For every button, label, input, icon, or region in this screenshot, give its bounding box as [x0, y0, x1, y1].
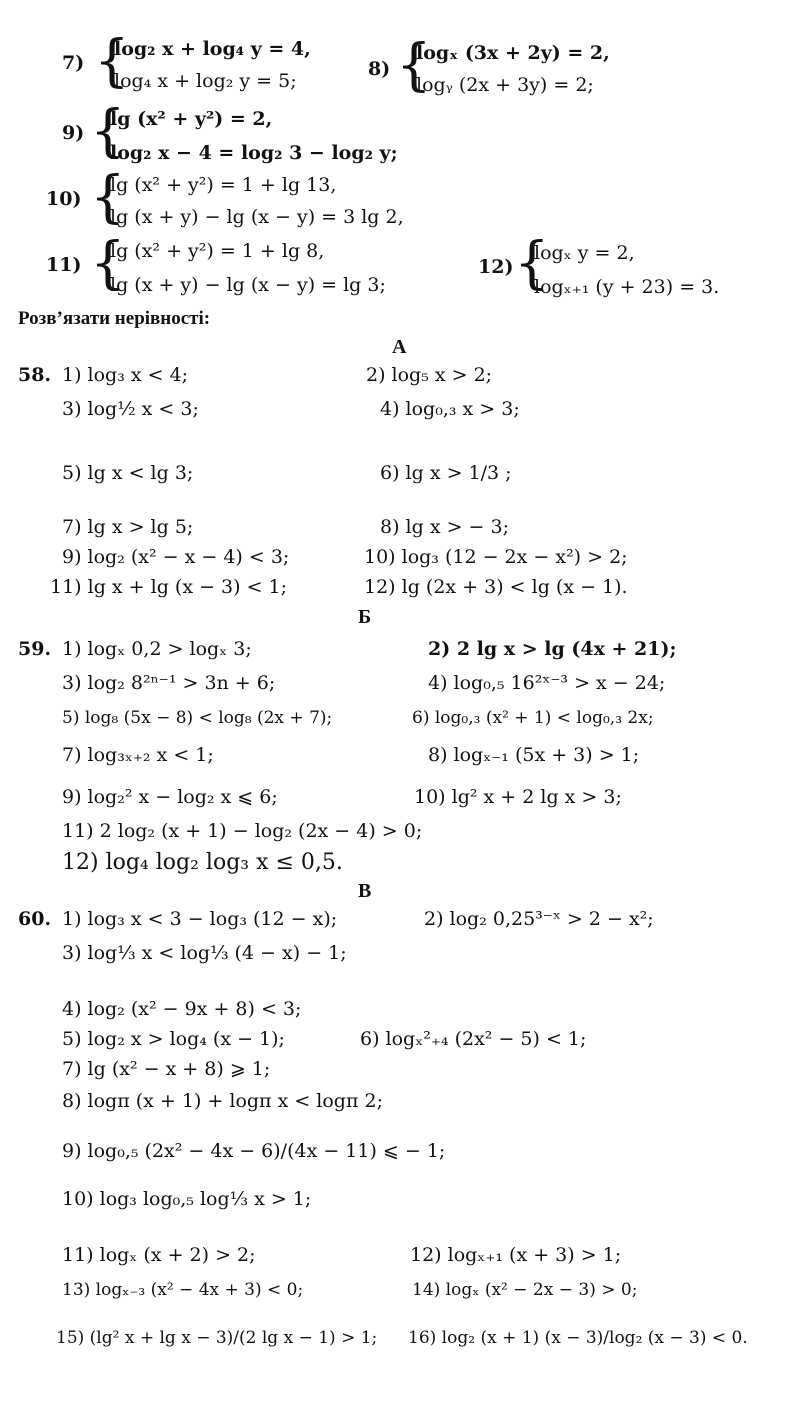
- system-7-brace: {: [94, 29, 130, 94]
- problem-60-item-13: 13) logₓ₋₃ (x² − 4x + 3) < 0;: [62, 1280, 304, 1300]
- system-9-number: 9): [62, 122, 85, 144]
- system-9-line-2: log₂ x − 4 = log₂ 3 − log₂ y;: [110, 142, 398, 164]
- system-10-line-2: lg (x + y) − lg (x − y) = 3 lg 2,: [110, 206, 404, 228]
- problem-60-item-2: 2) log₂ 0,25³⁻ˣ > 2 − x²;: [424, 908, 654, 930]
- problem-60-item-4: 4) log₂ (x² − 9x + 8) < 3;: [62, 998, 302, 1020]
- system-9-line-1: lg (x² + y²) = 2,: [110, 108, 273, 130]
- problem-58-item-5: 5) lg x < lg 3;: [62, 462, 194, 484]
- problem-59-item-10: 10) lg² x + 2 lg x > 3;: [414, 786, 622, 808]
- system-11-line-2: lg (x + y) − lg (x − y) = lg 3;: [110, 274, 386, 296]
- system-7-number: 7): [62, 52, 85, 74]
- problem-58-item-11: 11) lg x + lg (x − 3) < 1;: [50, 576, 288, 598]
- problem-60-item-15: 15) (lg² x + lg x − 3)/(2 lg x − 1) > 1;: [56, 1328, 378, 1348]
- problem-60-item-6: 6) logₓ²₊₄ (2x² − 5) < 1;: [360, 1028, 587, 1050]
- problem-58-item-2: 2) log₅ x > 2;: [366, 364, 493, 386]
- problem-58-item-7: 7) lg x > lg 5;: [62, 516, 194, 538]
- system-7-line-1: log₂ x + log₄ y = 4,: [114, 38, 311, 60]
- section-b-label: Б: [358, 606, 372, 628]
- problem-60-item-12: 12) logₓ₊₁ (x + 3) > 1;: [410, 1244, 622, 1266]
- problem-60-item-7: 7) lg (x² − x + 8) ⩾ 1;: [62, 1058, 271, 1080]
- problem-59-item-9: 9) log₂² x − log₂ x ⩽ 6;: [62, 786, 278, 808]
- problem-58-item-9: 9) log₂ (x² − x − 4) < 3;: [62, 546, 290, 568]
- problem-60-item-16: 16) log₂ (x + 1) (x − 3)/log₂ (x − 3) < 0.: [408, 1328, 748, 1348]
- problem-58-item-10: 10) log₃ (12 − 2x − x²) > 2;: [364, 546, 628, 568]
- system-8-line-1: logₓ (3x + 2y) = 2,: [416, 42, 610, 64]
- problem-59-item-1: 1) logₓ 0,2 > logₓ 3;: [62, 638, 252, 660]
- system-12-brace: {: [514, 231, 550, 296]
- problem-59-item-8: 8) logₓ₋₁ (5x + 3) > 1;: [428, 744, 640, 766]
- problem-59-item-4: 4) log₀,₅ 16²ˣ⁻³ > x − 24;: [428, 672, 666, 694]
- system-12-line-1: logₓ y = 2,: [534, 242, 635, 264]
- problem-58-item-6: 6) lg x > 1/3 ;: [380, 462, 512, 484]
- problem-59-item-2: 2) 2 lg x > lg (4x + 21);: [428, 638, 677, 660]
- problem-60-item-5: 5) log₂ x > log₄ (x − 1);: [62, 1028, 285, 1050]
- problem-58-item-3: 3) log½ x < 3;: [62, 398, 199, 420]
- problem-60-item-14: 14) logₓ (x² − 2x − 3) > 0;: [412, 1280, 638, 1300]
- problem-59-item-12: 12) log₄ log₂ log₃ x ≤ 0,5.: [62, 850, 343, 875]
- system-10-number: 10): [46, 188, 82, 210]
- problem-58-item-4: 4) log₀,₃ x > 3;: [380, 398, 520, 420]
- problem-58-item-8: 8) lg x > − 3;: [380, 516, 509, 538]
- problem-59-number: 59.: [18, 638, 52, 660]
- problem-58-item-12: 12) lg (2x + 3) < lg (x − 1).: [364, 576, 628, 598]
- problem-60-item-8: 8) logπ (x + 1) + logπ x < logπ 2;: [62, 1090, 383, 1112]
- system-12-number: 12): [478, 256, 514, 278]
- problem-60-item-3: 3) log⅓ x < log⅓ (4 − x) − 1;: [62, 942, 347, 964]
- system-11-number: 11): [46, 254, 82, 276]
- problem-59-item-3: 3) log₂ 8²ⁿ⁻¹ > 3n + 6;: [62, 672, 276, 694]
- system-11-line-1: lg (x² + y²) = 1 + lg 8,: [110, 240, 325, 262]
- system-8-line-2: logᵧ (2x + 3y) = 2;: [416, 74, 594, 96]
- system-12-line-2: logₓ₊₁ (y + 23) = 3.: [534, 276, 720, 298]
- system-11-brace: {: [90, 231, 126, 296]
- section-heading: Розв’язати нерівності:: [18, 308, 211, 329]
- problem-60-item-1: 1) log₃ x < 3 − log₃ (12 − x);: [62, 908, 338, 930]
- system-10-line-1: lg (x² + y²) = 1 + lg 13,: [110, 174, 337, 196]
- system-8-number: 8): [368, 58, 391, 80]
- problem-58-number: 58.: [18, 364, 52, 386]
- section-v-label: В: [358, 880, 372, 902]
- problem-59-item-6: 6) log₀,₃ (x² + 1) < log₀,₃ 2x;: [412, 708, 654, 728]
- problem-60-number: 60.: [18, 908, 52, 930]
- problem-60-item-9: 9) log₀,₅ (2x² − 4x − 6)/(4x − 11) ⩽ − 1;: [62, 1140, 446, 1162]
- problem-59-item-7: 7) log₃ₓ₊₂ x < 1;: [62, 744, 214, 766]
- problem-60-item-11: 11) logₓ (x + 2) > 2;: [62, 1244, 256, 1266]
- problem-60-item-10: 10) log₃ log₀,₅ log⅓ x > 1;: [62, 1188, 312, 1210]
- system-10-brace: {: [90, 165, 126, 230]
- system-7-line-2: log₄ x + log₂ y = 5;: [114, 70, 297, 92]
- problem-59-item-5: 5) log₈ (5x − 8) < log₈ (2x + 7);: [62, 708, 333, 728]
- system-9-brace: {: [90, 99, 126, 164]
- problem-58-item-1: 1) log₃ x < 4;: [62, 364, 189, 386]
- system-8-brace: {: [396, 33, 432, 98]
- problem-59-item-11: 11) 2 log₂ (x + 1) − log₂ (2x − 4) > 0;: [62, 820, 423, 842]
- section-a-label: А: [392, 336, 407, 358]
